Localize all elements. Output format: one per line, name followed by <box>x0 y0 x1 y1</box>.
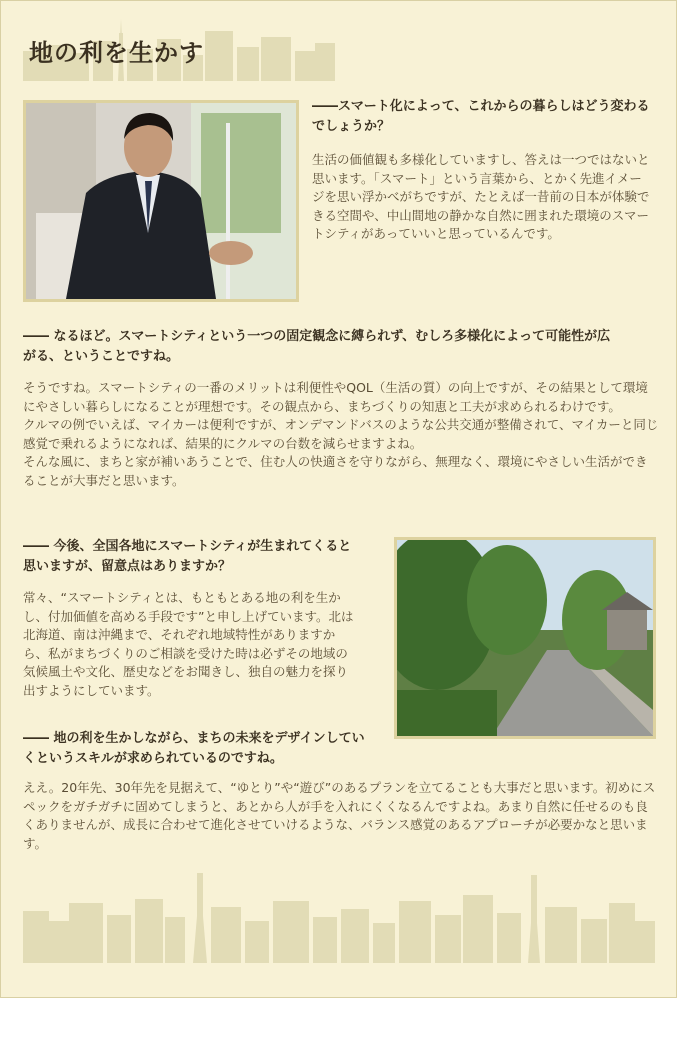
man-in-suit-photo <box>23 100 299 302</box>
interview-question-4: ―― 地の利を生かしながら、まちの未来をデザインしていくというスキルが求められているのですね。 <box>23 731 365 766</box>
interview-answer-1: 生活の価値観も多様化していますし、答えは一つではないと思います。「スマート」という言葉から、とかく先進イメージを思い浮かべがちですが、たとえば一昔前の日本が体験できる空間や、中山間地の静かな自然に囲まれた環境のスマートシティがあっていいと思っているんです。 <box>312 152 650 241</box>
page-title: 地の利を生かす <box>29 39 204 67</box>
interview-answer-4: ええ。20年先、30年先を見据えて、“ゆとり”や“遊び”のあるプランを立てることも大事だと思います。初めにスペックをガチガチに固めてしまうと、あとから人が手を入れにくくなるんですよね。あまり自然に任せるのも良くありませんが、成長に合わせて進化させていけるような、バランス感覚のあるアプローチが必要かなと思います。 <box>23 780 656 851</box>
interview-question-3: ―― 今後、全国各地にスマートシティが生まれてくると思いますが、留意点はありますか？ <box>23 539 352 574</box>
interview-answer-2: そうですね。スマートシティの一番のメリットは利便性やQOL（生活の質）の向上ですが、その結果として環境にやさしい暮らしになることが理想です。その観点から、まちづくりの知恵と工夫が求められるわけです。 クルマの例でいえば、マイカーは便利ですが、オンデマンドバスのような公共交通が整備されて、マイカーと同じ感覚で乗れるようになれば、結果的にクルマの台数を減らせますよね。 そんな風に、まちと家が補いあうことで、住む人の快適さを守りながら、無理なく、環境にやさしい生活ができることが大事だと思います。 <box>23 380 659 488</box>
interview-answer-3: 常々、“スマートシティとは、もともとある地の利を生かし、付加価値を高める手段です”と申し上げています。北は北海道、南は沖縄まで、それぞれ地域特性がありますから、私がまちづくりのご相談を受けた時は必ずその地域の気候風土や文化、歴史などをお聞きし、独自の魅力を探り出すようにしています。 <box>23 590 354 698</box>
skyline-footer-decoration <box>23 871 655 963</box>
interview-question-1: ――スマート化によって、これからの暮らしはどう変わるでしょうか？ <box>312 99 650 134</box>
interview-question-2: ―― なるほど。スマートシティという一つの固定観念に縛られず、むしろ多様化によって可能性が広がる、ということですね。 <box>23 329 611 364</box>
residential-street-photo <box>394 537 656 739</box>
